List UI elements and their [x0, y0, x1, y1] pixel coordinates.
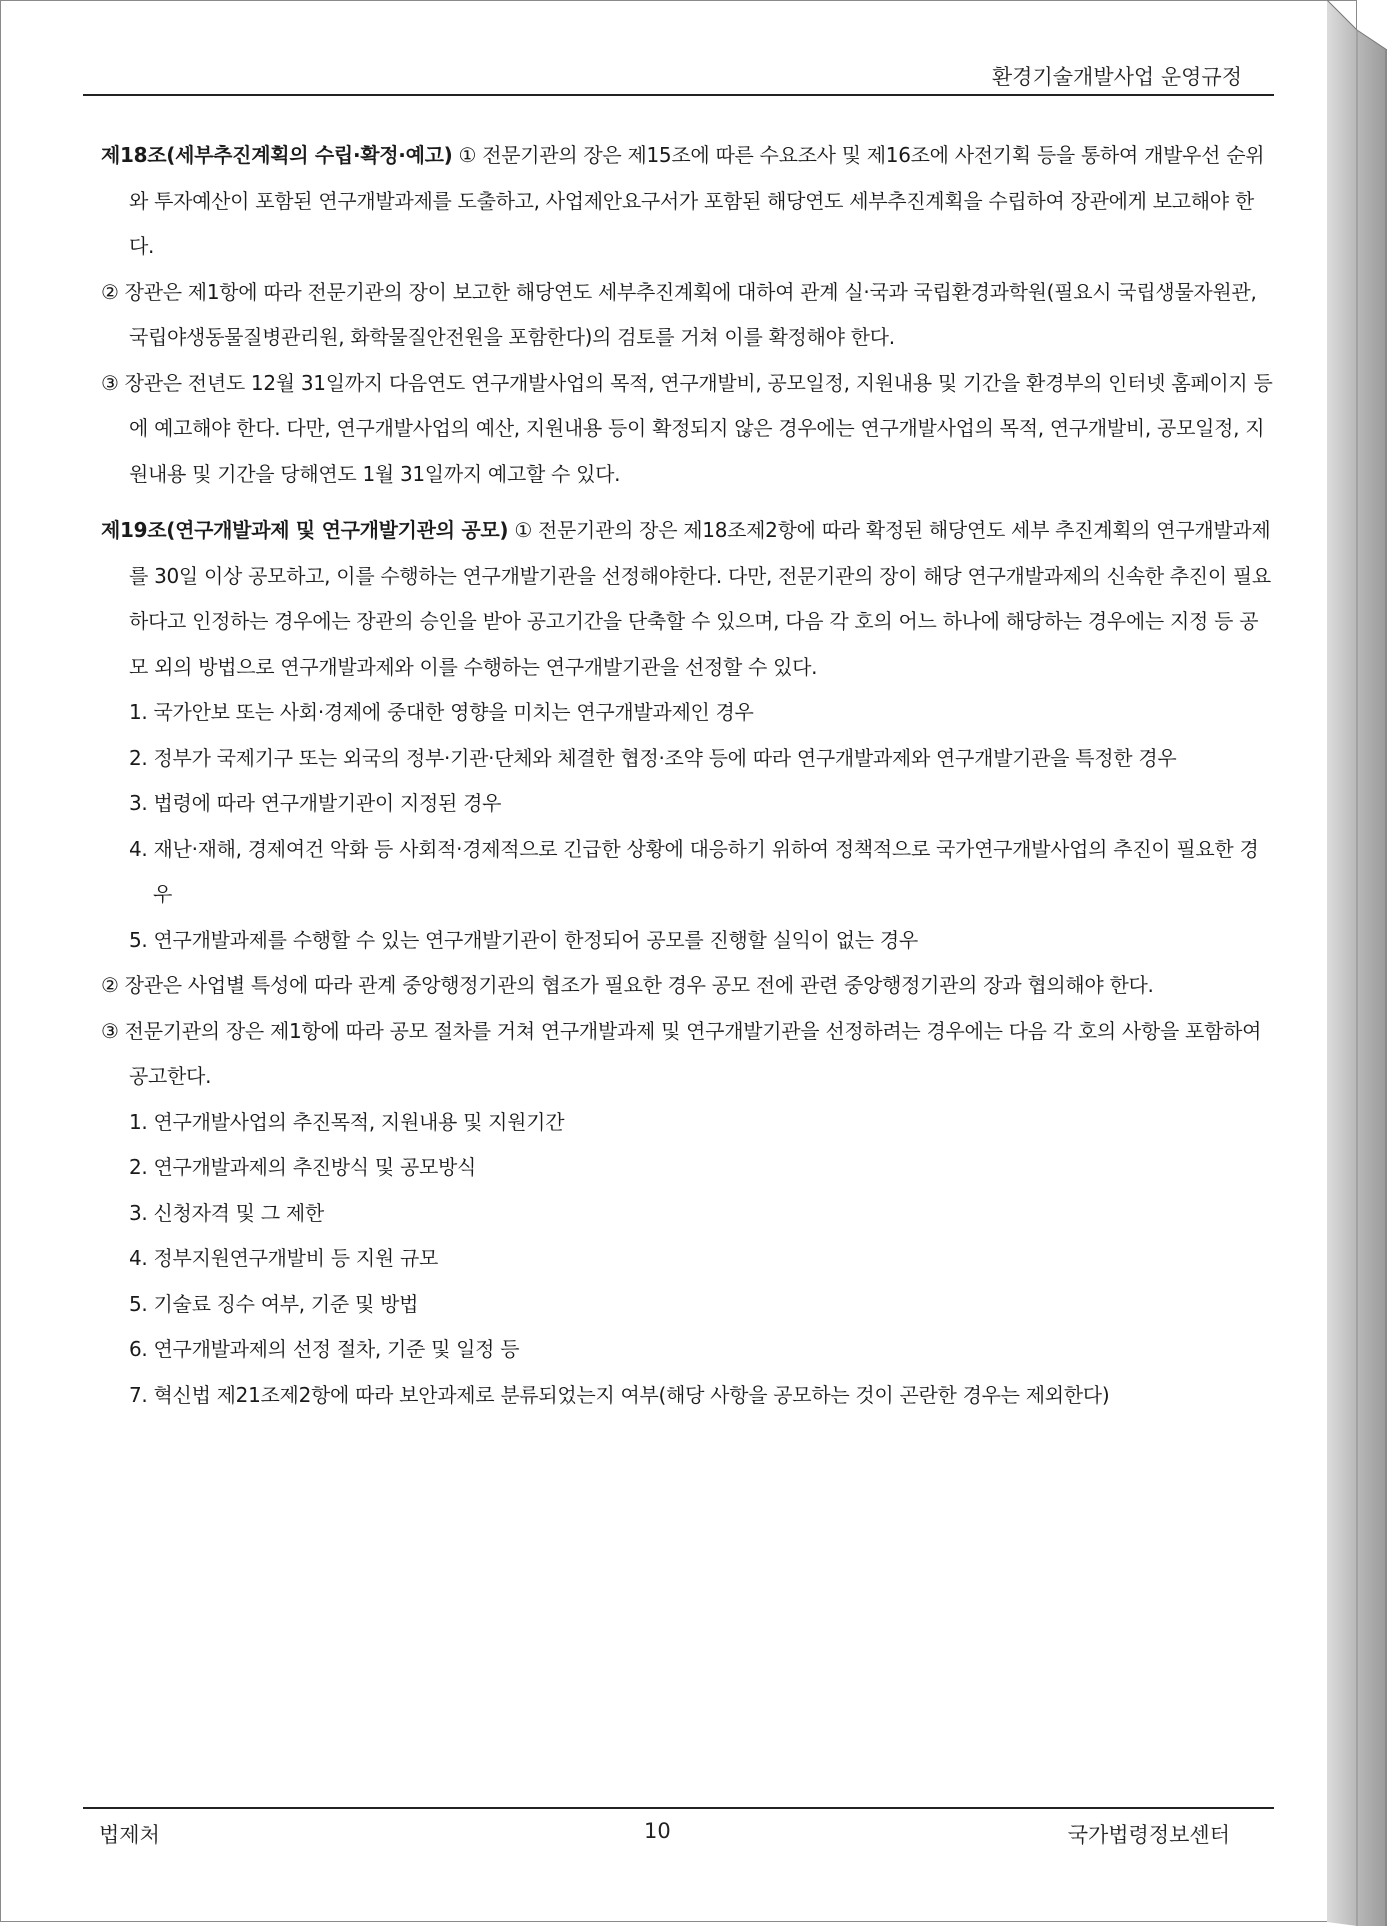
article-19-para-3-item-5: 5. 기술료 징수 여부, 기준 및 방법: [129, 1291, 419, 1316]
article-18-para-1: ① 전문기관의 장은 제15조에 따른 수요조사 및 제16조에 사전기획 등을 통하여 개발우선 순위와 투자예산이 포함된 연구개발과제를 도출하고, 사업제안요구서가 포함된 해당연도 세부추진계획을 수립하여 장관에게 보고해야 한다.: [129, 143, 1265, 258]
page-curl-shadow: [1327, 0, 1387, 1926]
article-18-para-2: ② 장관은 제1항에 따라 전문기관의 장이 보고한 해당연도 세부추진계획에 대하여 관계 실·국과 국립환경과학원(필요시 국립생물자원관, 국립야생동물질병관리원, 화학물질안전원을 포함한다)의 검토를 거쳐 이를 확정해야 한다.: [101, 279, 1257, 349]
article-18-para-3: ③ 장관은 전년도 12월 31일까지 다음연도 연구개발사업의 목적, 연구개발비, 공모일정, 지원내용 및 기간을 환경부의 인터넷 홈페이지 등에 예고해야 한다. 다만, 연구개발사업의 예산, 지원내용 등이 확정되지 않은 경우에는 연구개발사업의 목적, 연구개발비, 공모일정, 지원내용 및 기간을 당해연도 1월 31일까지 예고할 수 있다.: [101, 370, 1273, 486]
article-18: [101, 133, 1273, 497]
page-number: 10: [644, 1819, 671, 1843]
article-19-para-1: ① 전문기관의 장은 제18조제2항에 따라 확정된 해당연도 세부 추진계획의 연구개발과제를 30일 이상 공모하고, 이를 수행하는 연구개발기관을 선정해야한다. 다만, 전문기관의 장이 해당 연구개발과제의 신속한 추진이 필요하다고 인정하는 경우에는 장관의 승인을 받아 공고기간을 단축할 수 있으며, 다음 각 호의 어느 하나에 해당하는 경우에는 지정 등 공모 외의 방법으로 연구개발과제와 이를 수행하는 연구개발기관을 선정할 수 있다.: [129, 518, 1271, 679]
article-19-para-1-item-1: 1. 국가안보 또는 사회·경제에 중대한 영향을 미치는 연구개발과제인 경우: [129, 700, 754, 724]
article-19: [101, 508, 1273, 1418]
article-19-para-2: ② 장관은 사업별 특성에 따라 관계 중앙행정기관의 협조가 필요한 경우 공모 전에 관련 중앙행정기관의 장과 협의해야 한다.: [101, 973, 1154, 997]
header-title: 환경기술개발사업 운영규정: [991, 65, 1242, 89]
footer-rule: [83, 1807, 1274, 1809]
footer-publisher: 법제처: [99, 1823, 160, 1847]
article-19-title: 제19조(연구개발과제 및 연구개발기관의 공모): [101, 518, 509, 542]
article-19-para-3: ③ 전문기관의 장은 제1항에 따라 공모 절차를 거쳐 연구개발과제 및 연구개발기관을 선정하려는 경우에는 다음 각 호의 사항을 포함하여 공고한다.: [101, 1018, 1262, 1088]
article-18-title: 제18조(세부추진계획의 수립·확정·예고): [101, 143, 453, 167]
article-19-para-3-item-2: 2. 연구개발과제의 추진방식 및 공모방식: [129, 1155, 477, 1179]
article-19-para-1-item-4: 4. 재난·재해, 경제여건 악화 등 사회적·경제적으로 긴급한 상황에 대응하기 위하여 정책적으로 국가연구개발사업의 추진이 필요한 경우: [129, 836, 1259, 906]
article-19-para-1-item-5: 5. 연구개발과제를 수행할 수 있는 연구개발기관이 한정되어 공모를 진행할 실익이 없는 경우: [129, 927, 918, 952]
article-19-para-1-item-2: 2. 정부가 국제기구 또는 외국의 정부·기관·단체와 체결한 협정·조약 등에 따라 연구개발과제와 연구개발기관을 특정한 경우: [129, 745, 1177, 770]
header-rule: [83, 94, 1274, 96]
article-19-para-3-item-7: 7. 혁신법 제21조제2항에 따라 보안과제로 분류되었는지 여부(해당 사항을 공모하는 것이 곤란한 경우는 제외한다): [129, 1382, 1110, 1407]
document-body: [101, 133, 1273, 1418]
article-19-para-3-item-3: 3. 신청자격 및 그 제한: [129, 1200, 324, 1225]
article-19-para-3-item-4: 4. 정부지원연구개발비 등 지원 규모: [129, 1246, 438, 1270]
article-19-para-3-item-1: 1. 연구개발사업의 추진목적, 지원내용 및 지원기간: [129, 1109, 565, 1134]
footer-source: 국가법령정보센터: [1067, 1823, 1230, 1847]
article-19-para-3-item-6: 6. 연구개발과제의 선정 절차, 기준 및 일정 등: [129, 1337, 520, 1361]
article-19-para-1-item-3: 3. 법령에 따라 연구개발기관이 지정된 경우: [129, 791, 502, 815]
